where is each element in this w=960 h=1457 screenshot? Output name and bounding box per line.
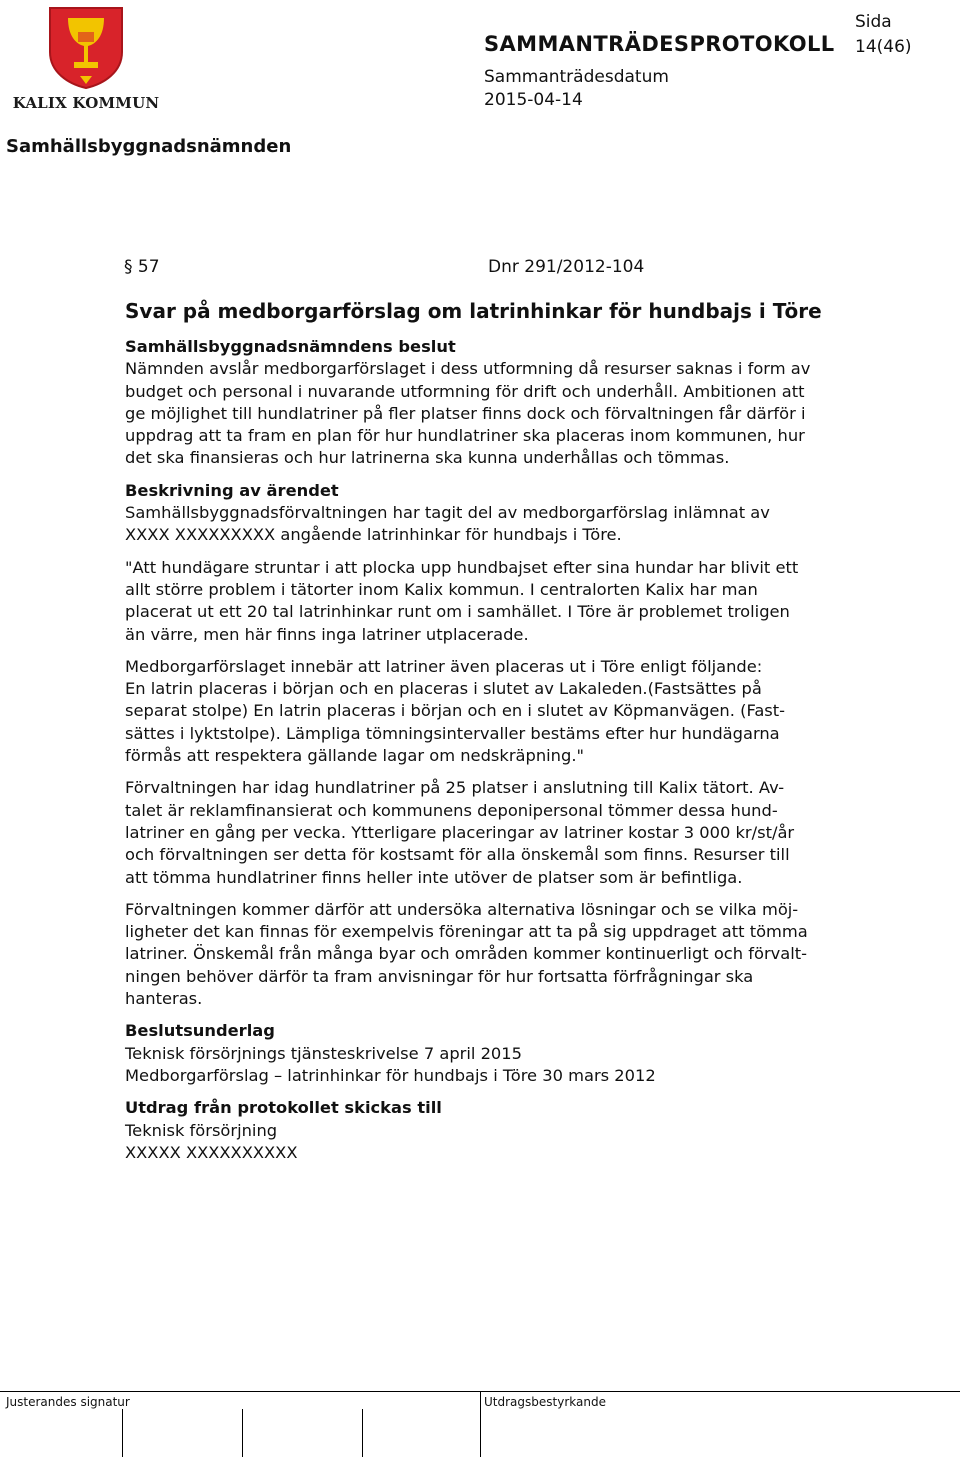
proposal-paragraph [125, 656, 915, 767]
text-line: det ska finansieras och hur latrinerna ska kunna underhållas och tömmas. [125, 448, 730, 468]
text-line: ge möjlighet till hundlatriner på fler platser finns dock och förvaltningen får därför i [125, 403, 806, 423]
text-line: ligheter det kan finnas för exempelvis föreningar att ta på sig uppdraget att tömma [125, 922, 808, 942]
text-line: hanteras. [125, 989, 203, 1009]
text-line: latriner en gång per vecka. Ytterligare placeringar av latriner kostar 3 000 kr/st/år [125, 822, 795, 842]
text-line: talet är reklamfinansierat och kommunens deponipersonal tömmer dessa hund- [125, 800, 778, 820]
page-number: 14(46) [855, 37, 912, 57]
list-item: Medborgarförslag – latrinhinkar för hundbajs i Töre 30 mars 2012 [125, 1065, 656, 1085]
text-line: och förvaltningen ser detta för kostsamt för alla önskemål som finns. Resurser till [125, 845, 790, 865]
text-line: Samhällsbyggnadsförvaltningen har tagit del av medborgarförslag inlämnat av [125, 503, 770, 523]
document-body [125, 298, 915, 1164]
extract-list [125, 1120, 915, 1165]
list-item: Teknisk försörjnings tjänsteskrivelse 7 april 2015 [125, 1043, 523, 1063]
list-item: XXXXX XXXXXXXXXX [125, 1142, 298, 1162]
coat-of-arms-icon [48, 6, 124, 90]
text-line: placerat ut ett 20 tal latrinhinkar runt om i samhället. I Töre är problemet troligen [125, 602, 790, 622]
administration-paragraph [125, 777, 915, 888]
text-line: ningen behöver därför ta fram anvisningar för hur fortsatta förfrågningar ska [125, 966, 754, 986]
text-line: separat stolpe) En latrin placeras i början och en i slutet av Köpmanvägen. (Fast- [125, 701, 786, 721]
text-line: allt större problem i tätorter inom Kalix kommun. I centralorten Kalix har man [125, 579, 758, 599]
committee-name: Samhällsbyggnadsnämnden [6, 136, 292, 157]
text-line: latriner. Önskemål från många byar och områden kommer kontinuerligt och förvalt- [125, 944, 808, 964]
text-line: Förvaltningen kommer därför att undersöka alternativa lösningar och se vilka möj- [125, 899, 799, 919]
text-line: En latrin placeras i början och en placeras i slutet av Lakaleden.(Fastsättes på [125, 679, 762, 699]
investigation-paragraph [125, 899, 915, 1010]
text-line: "Att hundägare struntar i att plocka upp hundbajset efter sina hundar har blivit ett [125, 557, 799, 577]
text-line: budget och personal i nuvarande utformning för drift och underhåll. Ambitionen att [125, 381, 805, 401]
logo-text: KALIX KOMMUN [12, 94, 160, 112]
list-item: Teknisk försörjning [125, 1120, 278, 1140]
document-title: SAMMANTRÄDESPROTOKOLL [484, 32, 835, 56]
basis-list [125, 1043, 915, 1088]
decision-heading: Samhällsbyggnadsnämndens beslut [125, 337, 456, 356]
signature-box-divider [122, 1409, 123, 1457]
footer-divider [480, 1392, 481, 1457]
decision-paragraph [125, 358, 915, 469]
signature-box-divider [242, 1409, 243, 1457]
signature-label: Justerandes signatur [6, 1395, 130, 1409]
description-paragraph [125, 502, 915, 547]
section-number: § 57 [124, 257, 160, 277]
text-line: Förvaltningen har idag hundlatriner på 25 platser i anslutning till Kalix tätort. Av- [125, 778, 785, 798]
basis-heading: Beslutsunderlag [125, 1021, 275, 1041]
meeting-date-label: Sammanträdesdatum [484, 67, 669, 87]
signature-box-divider [362, 1409, 363, 1457]
case-number: Dnr 291/2012-104 [488, 257, 645, 277]
kalix-kommun-logo [10, 6, 160, 112]
page-label: Sida [855, 12, 892, 32]
certification-label: Utdragsbestyrkande [484, 1395, 606, 1409]
text-line: uppdrag att ta fram en plan för hur hundlatriner ska placeras inom kommunen, hur [125, 426, 805, 446]
meeting-date: 2015-04-14 [484, 90, 583, 110]
text-line: Medborgarförslaget innebär att latriner även placeras ut i Töre enligt följande: [125, 656, 763, 676]
case-title: Svar på medborgarförslag om latrinhinkar för hundbajs i Töre [125, 299, 822, 323]
quote-paragraph [125, 557, 915, 646]
text-line: att tömma hundlatriner finns heller inte utöver de platser som är befintliga. [125, 867, 743, 887]
text-line: XXXX XXXXXXXXX angående latrinhinkar för hundbajs i Töre. [125, 525, 622, 545]
text-line: förmås att respektera gällande lagar om nedskräpning." [125, 746, 584, 766]
signature-footer [0, 1391, 960, 1457]
extract-heading: Utdrag från protokollet skickas till [125, 1098, 442, 1118]
text-line: sättes i lyktstolpe). Lämpliga tömningsintervaller bestäms efter hur hundägarna [125, 723, 780, 743]
text-line: Nämnden avslår medborgarförslaget i dess utformning då resurser saknas i form av [125, 359, 811, 379]
text-line: än värre, men här finns inga latriner utplacerade. [125, 624, 529, 644]
description-heading: Beskrivning av ärendet [125, 480, 339, 500]
